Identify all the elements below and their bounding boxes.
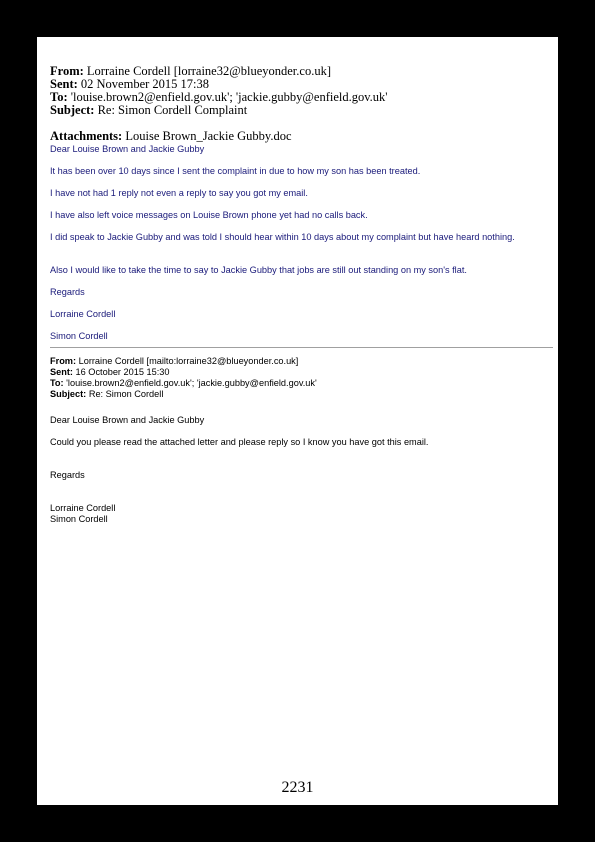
email-paragraph: I did speak to Jackie Gubby and was told I should hear within 10 days about my complaint but have heard nothing.: [50, 232, 515, 242]
email-paragraph: Also I would like to take the time to say to Jackie Gubby that jobs are still out standing on my son's flat.: [50, 265, 467, 275]
email-greeting: Dear Louise Brown and Jackie Gubby: [50, 144, 205, 154]
attachments-value: Louise Brown_Jackie Gubby.doc: [125, 129, 292, 143]
signature-name: Simon Cordell: [50, 331, 108, 341]
to-label: To:: [50, 90, 68, 104]
to-line: [50, 378, 317, 389]
from-label: From:: [50, 356, 77, 366]
email-paragraph: I have also left voice messages on Louise Brown phone yet had no calls back.: [50, 210, 368, 220]
email-greeting: Dear Louise Brown and Jackie Gubby: [50, 415, 205, 425]
sent-label: Sent:: [50, 77, 78, 91]
subject-value: Re: Simon Cordell Complaint: [97, 103, 248, 117]
from-label: From:: [50, 64, 84, 78]
signature-name: Lorraine Cordell: [50, 503, 116, 513]
page-number: 2231: [281, 779, 314, 796]
subject-label: Subject:: [50, 103, 95, 117]
to-label: To:: [50, 378, 64, 388]
signature-name: Simon Cordell: [50, 514, 108, 524]
email-paragraph: I have not had 1 reply not even a reply to say you got my email.: [50, 188, 308, 198]
subject-value: Re: Simon Cordell: [88, 389, 164, 399]
email-paragraph: It has been over 10 days since I sent the complaint in due to how my son has been treated.: [50, 166, 421, 176]
document-page: [37, 37, 558, 805]
from-value: Lorraine Cordell [lorraine32@blueyonder.co.uk]: [86, 64, 331, 78]
from-value: Lorraine Cordell [mailto:lorraine32@blueyonder.co.uk]: [78, 356, 299, 366]
attachments-line: [50, 130, 292, 143]
email-closing: Regards: [50, 287, 85, 297]
email-closing: Regards: [50, 470, 85, 480]
email-divider: [50, 347, 553, 348]
from-line: [50, 356, 298, 367]
to-value: 'louise.brown2@enfield.gov.uk'; 'jackie.gubby@enfield.gov.uk': [66, 378, 317, 388]
sent-label: Sent:: [50, 367, 73, 377]
to-value: 'louise.brown2@enfield.gov.uk'; 'jackie.gubby@enfield.gov.uk': [70, 90, 388, 104]
subject-line: [50, 389, 163, 400]
sent-line: [50, 367, 170, 378]
subject-line: [50, 104, 247, 117]
attachments-label: Attachments:: [50, 129, 123, 143]
subject-label: Subject:: [50, 389, 87, 399]
signature-name: Lorraine Cordell: [50, 309, 116, 319]
sent-value: 16 October 2015 15:30: [75, 367, 170, 377]
email-paragraph: Could you please read the attached letter and please reply so I know you have got this email.: [50, 437, 429, 447]
sent-value: 02 November 2015 17:38: [80, 77, 210, 91]
